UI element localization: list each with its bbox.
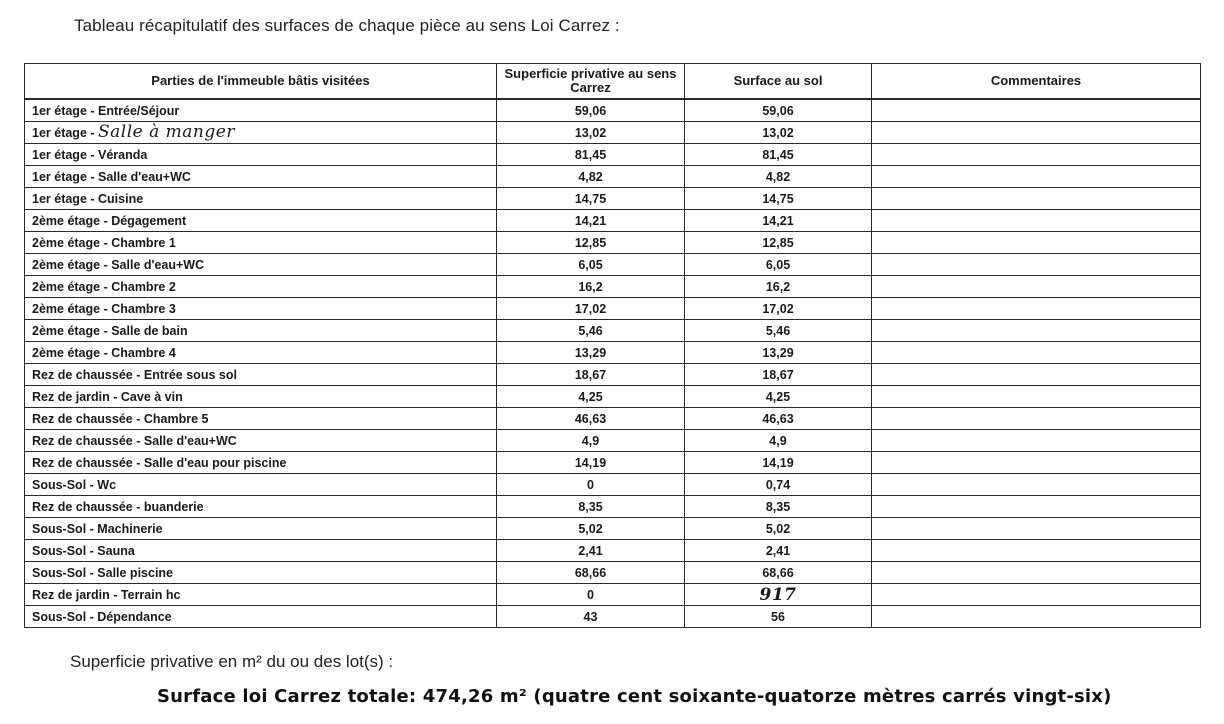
row-part-cell: [25, 496, 497, 518]
row-comment: [872, 342, 1201, 364]
row-part-label: Rez de chaussée - Chambre 5: [32, 411, 209, 426]
row-part-label: 1er étage - Salle d'eau+WC: [32, 169, 191, 184]
header-surface: Surface au sol: [685, 64, 872, 100]
row-surface: 12,85: [685, 232, 872, 254]
table-row: [25, 122, 1201, 144]
row-surface: 17,02: [685, 298, 872, 320]
row-part-cell: [25, 430, 497, 452]
row-superficie: 5,46: [497, 320, 685, 342]
table-row: [25, 166, 1201, 188]
row-part-label: Sous-Sol - Machinerie: [32, 521, 163, 536]
row-superficie: 81,45: [497, 144, 685, 166]
row-superficie: 0: [497, 474, 685, 496]
row-comment: [872, 144, 1201, 166]
row-part-cell: [25, 210, 497, 232]
table-row: [25, 474, 1201, 496]
row-part-cell: [25, 342, 497, 364]
table-row: [25, 584, 1201, 606]
row-comment: [872, 474, 1201, 496]
row-comment: [872, 386, 1201, 408]
row-surface: 81,45: [685, 144, 872, 166]
header-parts: Parties de l'immeuble bâtis visitées: [25, 64, 497, 100]
carrez-total: Surface loi Carrez totale: 474,26 m² (quatre cent soixante-quatorze mètres carrés vingt-six): [157, 686, 1112, 707]
row-part-cell: [25, 540, 497, 562]
row-superficie: 16,2: [497, 276, 685, 298]
table-row: [25, 430, 1201, 452]
row-part-cell: [25, 276, 497, 298]
table-row: [25, 254, 1201, 276]
row-surface: 16,2: [685, 276, 872, 298]
row-surface: 4,9: [685, 430, 872, 452]
table-row: [25, 408, 1201, 430]
row-comment: [872, 408, 1201, 430]
table-row: [25, 364, 1201, 386]
row-part-label: 2ème étage - Salle de bain: [32, 323, 188, 338]
header-comments: Commentaires: [872, 64, 1201, 100]
row-surface: 6,05: [685, 254, 872, 276]
row-part-label: Sous-Sol - Sauna: [32, 543, 135, 558]
row-superficie: 0: [497, 584, 685, 606]
row-surface: 56: [685, 606, 872, 628]
row-comment: [872, 452, 1201, 474]
table-row: [25, 298, 1201, 320]
row-part-cell: [25, 99, 497, 122]
table-row: [25, 188, 1201, 210]
row-superficie: 4,9: [497, 430, 685, 452]
row-part-cell: [25, 122, 497, 144]
row-comment: [872, 496, 1201, 518]
row-superficie: 17,02: [497, 298, 685, 320]
row-comment: [872, 122, 1201, 144]
table-body: [25, 99, 1201, 628]
row-part-label: Sous-Sol - Wc: [32, 477, 117, 492]
row-part-label: 1er étage - Véranda: [32, 147, 148, 162]
row-part-label: 2ème étage - Dégagement: [32, 213, 187, 228]
row-part-label: Sous-Sol - Salle piscine: [32, 565, 174, 580]
row-surface: 18,67: [685, 364, 872, 386]
table-row: [25, 606, 1201, 628]
row-part-cell: [25, 298, 497, 320]
row-part-label: Rez de chaussée - Salle d'eau pour piscine: [32, 455, 287, 470]
row-superficie: 8,35: [497, 496, 685, 518]
row-part-label: Sous-Sol - Dépendance: [32, 609, 172, 624]
table-row: [25, 562, 1201, 584]
row-part-label: 1er étage -: [32, 126, 99, 140]
row-superficie: 6,05: [497, 254, 685, 276]
row-part-cell: [25, 232, 497, 254]
row-surface: 13,02: [685, 122, 872, 144]
row-superficie: 14,19: [497, 452, 685, 474]
row-part-cell: [25, 166, 497, 188]
row-part-label: 2ème étage - Chambre 1: [32, 235, 176, 250]
row-surface: 4,25: [685, 386, 872, 408]
row-part-cell: [25, 562, 497, 584]
row-surface: 68,66: [685, 562, 872, 584]
row-comment: [872, 518, 1201, 540]
table-row: [25, 342, 1201, 364]
table-row: [25, 210, 1201, 232]
row-part-label: 2ème étage - Salle d'eau+WC: [32, 257, 205, 272]
row-part-cell: [25, 452, 497, 474]
table-row: [25, 540, 1201, 562]
row-surface: 917: [685, 584, 872, 606]
row-superficie: 14,21: [497, 210, 685, 232]
row-superficie: 4,25: [497, 386, 685, 408]
row-surface: 14,75: [685, 188, 872, 210]
row-superficie: 2,41: [497, 540, 685, 562]
header-superficie: Superficie privative au sens Carrez: [497, 64, 685, 100]
table-row: [25, 320, 1201, 342]
row-superficie: 13,02: [497, 122, 685, 144]
table-header-row: [25, 64, 1201, 100]
row-comment: [872, 540, 1201, 562]
row-comment: [872, 166, 1201, 188]
row-surface: 5,46: [685, 320, 872, 342]
row-comment: [872, 254, 1201, 276]
row-part-label: 2ème étage - Chambre 2: [32, 279, 176, 294]
row-superficie: 12,85: [497, 232, 685, 254]
row-comment: [872, 99, 1201, 122]
lot-subtitle: Superficie privative en m² du ou des lot(s) :: [70, 652, 394, 671]
row-part-handwritten: Salle à manger: [98, 122, 235, 142]
table-row: [25, 276, 1201, 298]
row-superficie: 68,66: [497, 562, 685, 584]
table-row: [25, 144, 1201, 166]
row-comment: [872, 232, 1201, 254]
row-part-cell: [25, 408, 497, 430]
row-surface: 59,06: [685, 99, 872, 122]
row-superficie: 18,67: [497, 364, 685, 386]
row-comment: [872, 606, 1201, 628]
table-row: [25, 386, 1201, 408]
row-part-cell: [25, 386, 497, 408]
row-superficie: 5,02: [497, 518, 685, 540]
row-part-label: Rez de chaussée - buanderie: [32, 499, 204, 514]
row-surface: 8,35: [685, 496, 872, 518]
row-surface: 13,29: [685, 342, 872, 364]
row-part-cell: [25, 474, 497, 496]
row-surface: 14,21: [685, 210, 872, 232]
surface-table: [24, 63, 1201, 628]
row-surface: 0,74: [685, 474, 872, 496]
page-title: Tableau récapitulatif des surfaces de chaque pièce au sens Loi Carrez :: [74, 16, 620, 35]
row-part-cell: [25, 254, 497, 276]
row-part-cell: [25, 320, 497, 342]
row-part-label: Rez de jardin - Terrain hc: [32, 587, 181, 602]
row-superficie: 46,63: [497, 408, 685, 430]
row-comment: [872, 188, 1201, 210]
row-comment: [872, 210, 1201, 232]
row-part-label: 1er étage - Entrée/Séjour: [32, 103, 180, 118]
row-part-cell: [25, 188, 497, 210]
row-comment: [872, 320, 1201, 342]
row-part-label: Rez de chaussée - Entrée sous sol: [32, 367, 237, 382]
table-row: [25, 232, 1201, 254]
row-part-label: Rez de jardin - Cave à vin: [32, 389, 183, 404]
row-part-cell: [25, 364, 497, 386]
row-superficie: 59,06: [497, 99, 685, 122]
table-row: [25, 99, 1201, 122]
row-comment: [872, 298, 1201, 320]
row-part-cell: [25, 606, 497, 628]
row-superficie: 43: [497, 606, 685, 628]
row-superficie: 4,82: [497, 166, 685, 188]
row-part-label: Rez de chaussée - Salle d'eau+WC: [32, 433, 237, 448]
row-part-label: 2ème étage - Chambre 3: [32, 301, 176, 316]
row-part-label: 2ème étage - Chambre 4: [32, 345, 176, 360]
row-comment: [872, 430, 1201, 452]
row-part-cell: [25, 518, 497, 540]
table-row: [25, 518, 1201, 540]
row-comment: [872, 562, 1201, 584]
row-surface: 14,19: [685, 452, 872, 474]
row-comment: [872, 364, 1201, 386]
row-surface: 5,02: [685, 518, 872, 540]
row-surface: 2,41: [685, 540, 872, 562]
table-row: [25, 452, 1201, 474]
row-part-cell: [25, 584, 497, 606]
row-superficie: 13,29: [497, 342, 685, 364]
row-superficie: 14,75: [497, 188, 685, 210]
row-surface: 4,82: [685, 166, 872, 188]
row-surface: 46,63: [685, 408, 872, 430]
row-comment: [872, 276, 1201, 298]
row-part-label: 1er étage - Cuisine: [32, 191, 144, 206]
table-row: [25, 496, 1201, 518]
row-comment: [872, 584, 1201, 606]
row-part-cell: [25, 144, 497, 166]
